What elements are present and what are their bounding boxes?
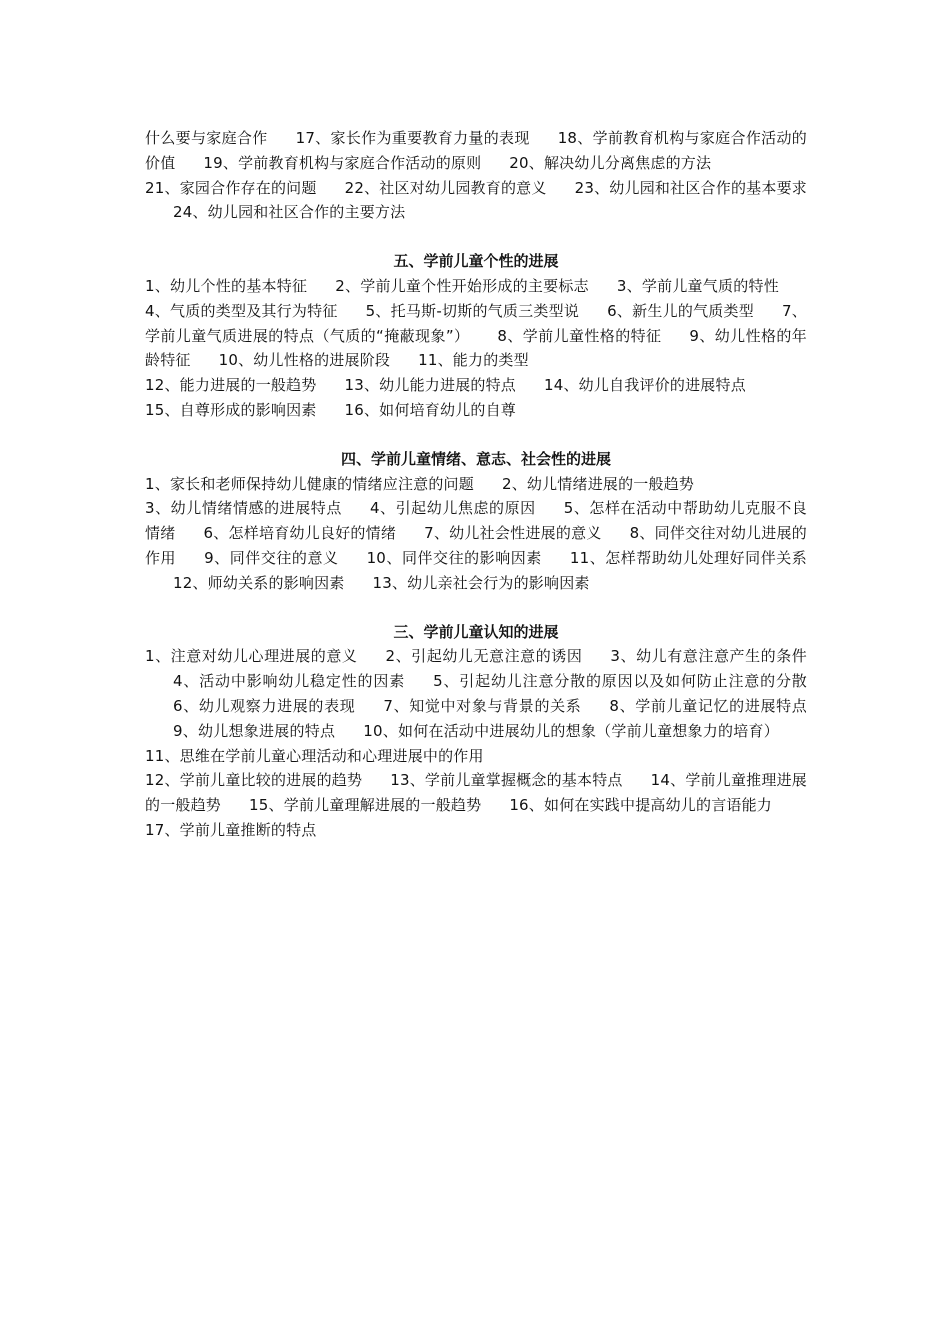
section-paragraph — [145, 644, 807, 768]
list-item: 3、幼儿有意注意产生的条件 — [610, 647, 807, 666]
list-item: 12、学前儿童比较的进展的趋势 — [145, 771, 363, 790]
list-item: 5、怎样在活动中帮助幼儿克服不良情绪 — [145, 499, 807, 543]
list-item: 2、引起幼儿无意注意的诱因 — [385, 647, 583, 666]
list-item: 11、怎样帮助幼儿处理好同伴关系 — [569, 548, 807, 567]
section-paragraph — [145, 818, 807, 843]
list-item: 16、如何培育幼儿的自尊 — [344, 400, 516, 419]
list-item: 18、学前教育机构与家庭合作活动的价值 — [145, 129, 807, 172]
section-paragraph — [145, 398, 807, 423]
list-item: 17、家长作为重要教育力量的表现 — [295, 129, 530, 147]
list-item: 6、幼儿观察力进展的表现 — [173, 696, 356, 715]
list-item: 17、学前儿童推断的特点 — [145, 820, 317, 839]
intro-paragraph-1 — [145, 126, 807, 176]
list-item: 21、家园合作存在的问题 — [145, 178, 317, 197]
list-item: 15、自尊形成的影响因素 — [145, 400, 317, 419]
section-paragraph — [145, 274, 807, 373]
list-item: 1、家长和老师保持幼儿健康的情绪应注意的问题 — [145, 474, 474, 493]
list-item: 10、幼儿性格的进展阶段 — [218, 351, 391, 370]
list-item: 1、注意对幼儿心理进展的意义 — [145, 647, 358, 666]
list-item: 13、幼儿能力进展的特点 — [344, 376, 516, 395]
intro-paragraph-2 — [145, 176, 807, 226]
list-item: 2、学前儿童个性开始形成的主要标志 — [335, 276, 589, 295]
list-item: 4、引起幼儿焦虑的原因 — [369, 499, 536, 518]
list-item: 12、能力进展的一般趋势 — [145, 376, 317, 395]
list-item: 4、活动中影响幼儿稳定性的因素 — [173, 672, 406, 691]
list-item: 15、学前儿童理解进展的一般趋势 — [249, 796, 482, 815]
section-paragraph — [145, 496, 807, 595]
list-item: 10、如何在活动中进展幼儿的想象（学前儿童想象力的培育） — [363, 721, 779, 740]
list-item: 7、知觉中对象与背景的关系 — [383, 696, 582, 715]
list-item: 13、学前儿童掌握概念的基本特点 — [390, 771, 623, 790]
list-item: 14、学前儿童推理进展的一般趋势 — [145, 771, 808, 815]
list-item: 9、幼儿想象进展的特点 — [173, 721, 336, 740]
list-item: 2、幼儿情绪进展的一般趋势 — [501, 474, 695, 493]
list-item: 20、解决幼儿分离焦虑的方法 — [509, 153, 712, 172]
list-item: 7、学前儿童气质进展的特点（气质的“掩蔽现象”） — [145, 301, 807, 345]
section-paragraph — [145, 768, 807, 818]
list-item: 3、幼儿情绪情感的进展特点 — [145, 499, 342, 518]
list-item: 14、幼儿自我评价的进展特点 — [544, 376, 746, 395]
section-paragraph — [145, 472, 807, 497]
section-paragraph — [145, 373, 807, 398]
list-item: 1、幼儿个性的基本特征 — [145, 276, 308, 295]
list-item: 23、幼儿园和社区合作的基本要求 — [574, 178, 807, 197]
list-item: 19、学前教育机构与家庭合作活动的原则 — [203, 153, 482, 172]
list-item: 12、师幼关系的影响因素 — [173, 573, 345, 592]
list-item: 7、幼儿社会性进展的意义 — [424, 524, 602, 543]
list-item: 11、思维在学前儿童心理活动和心理进展中的作用 — [145, 746, 484, 765]
list-item: 8、学前儿童性格的特征 — [497, 326, 662, 345]
list-item: 6、怎样培育幼儿良好的情绪 — [203, 524, 397, 543]
list-item: 什么要与家庭合作 — [145, 129, 268, 147]
list-item: 3、学前儿童气质的特性 — [616, 276, 779, 295]
list-item: 9、幼儿性格的年龄特征 — [145, 326, 807, 370]
list-item: 11、能力的类型 — [418, 351, 529, 370]
list-item: 5、引起幼儿注意分散的原因以及如何防止注意的分散 — [433, 672, 807, 691]
section-heading-emotion: 四、学前儿童情绪、意志、社会性的进展 — [340, 449, 611, 468]
list-item: 13、幼儿亲社会行为的影响因素 — [372, 573, 590, 592]
list-item: 4、气质的类型及其行为特征 — [145, 301, 338, 320]
list-item: 9、同伴交往的意义 — [204, 548, 339, 567]
list-item: 5、托马斯-切斯的气质三类型说 — [365, 301, 580, 320]
list-item: 24、幼儿园和社区合作的主要方法 — [173, 203, 406, 222]
document-page — [145, 126, 807, 843]
list-item: 22、社区对幼儿园教育的意义 — [344, 178, 547, 197]
list-item: 8、同伴交往对幼儿进展的作用 — [145, 524, 807, 567]
section-heading-personality: 五、学前儿童个性的进展 — [393, 252, 559, 271]
list-item: 8、学前儿童记忆的进展特点 — [609, 696, 807, 715]
list-item: 16、如何在实践中提高幼儿的言语能力 — [509, 796, 773, 815]
list-item: 6、新生儿的气质类型 — [607, 301, 755, 320]
list-item: 10、同伴交往的影响因素 — [366, 548, 542, 567]
section-heading-cognition: 三、学前儿童认知的进展 — [393, 622, 559, 641]
